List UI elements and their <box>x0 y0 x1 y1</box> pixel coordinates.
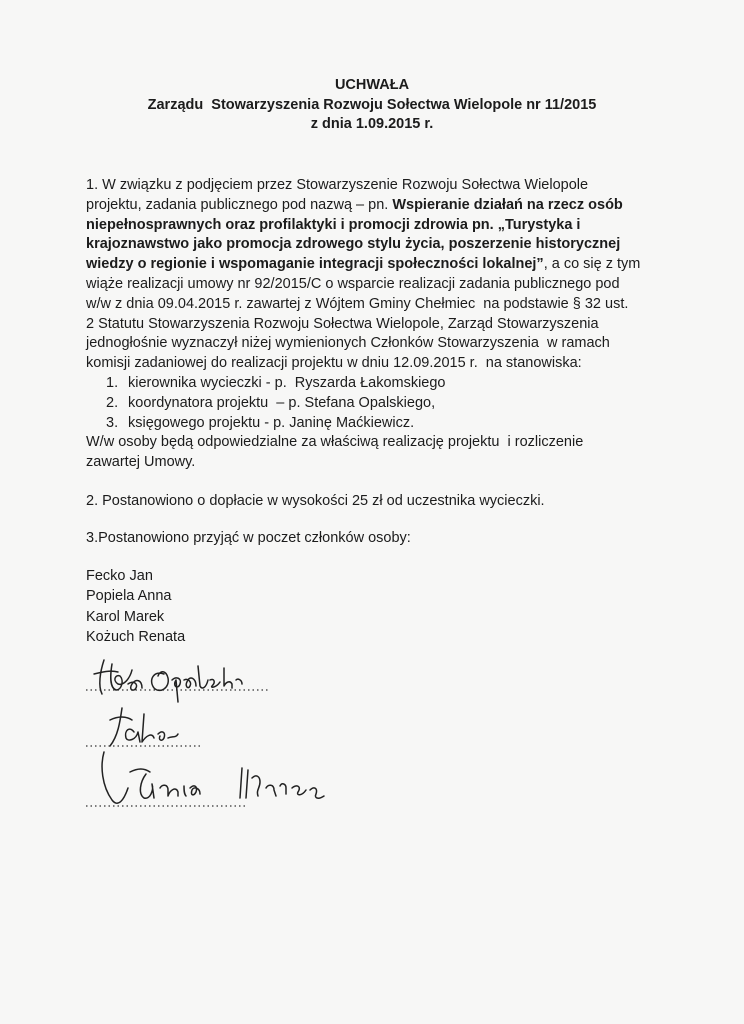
section-3: 3.Postanowiono przyjąć w poczet członków osoby: <box>86 529 411 546</box>
paragraph-line: 1. W związku z podjęciem przez Stowarzyszenie Rozwoju Sołectwa Wielopole <box>86 177 589 193</box>
members-list <box>86 566 686 648</box>
signature-1 <box>94 660 242 702</box>
section-1 <box>86 176 686 473</box>
plain-text: , a co się z tym <box>543 256 641 273</box>
paragraph-line <box>86 235 686 255</box>
signature-2 <box>110 708 178 746</box>
paragraph-line <box>86 196 686 216</box>
member-name: Kożuch Renata <box>86 629 186 646</box>
paragraph-line: zawartej Umowy. <box>86 454 196 471</box>
list-item <box>86 414 686 434</box>
list-number: 1. <box>106 374 119 391</box>
list-text: księgowego projektu - p. Janinę Maćkiewicz. <box>128 414 415 431</box>
paragraph-line: W/w osoby będą odpowiedzialne za właściwą realizację projektu i rozliczenie <box>86 434 584 451</box>
list-text: kierownika wycieczki - p. Ryszarda Łakomskiego <box>128 374 446 391</box>
list-number: 3. <box>106 414 119 431</box>
bold-text: Wspieranie działań na rzecz osób <box>392 196 623 213</box>
member-name: Karol Marek <box>86 608 165 625</box>
roles-list <box>86 374 686 433</box>
paragraph-line: w/w z dnia 09.04.2015 r. zawartej z Wójtem Gminy Chełmiec na podstawie § 32 ust. <box>86 295 629 312</box>
paragraph-line: 2 Statutu Stowarzyszenia Rozwoju Sołectwa Wielopole, Zarząd Stowarzyszenia <box>86 315 599 332</box>
member-name: Popiela Anna <box>86 588 172 605</box>
paragraph-line: komisji zadaniowej do realizacji projektu w dniu 12.09.2015 r. na stanowiska: <box>86 355 582 372</box>
document-header <box>0 76 744 135</box>
section-2: 2. Postanowiono o dopłacie w wysokości 25 zł od uczestnika wycieczki. <box>86 492 545 509</box>
signatures-drawing <box>80 650 350 820</box>
list-text: koordynatora projektu – p. Stefana Opalskiego, <box>128 394 436 411</box>
paragraph-line: jednogłośnie wyznaczył niżej wymienionych Członków Stowarzyszenia w ramach <box>86 335 610 352</box>
signature-3 <box>102 752 324 803</box>
paragraph-line <box>86 255 686 275</box>
paragraph-line: wiąże realizacji umowy nr 92/2015/C o wsparcie realizacji zadania publicznego pod <box>86 275 620 292</box>
document-subtitle: Zarządu Stowarzyszenia Rozwoju Sołectwa Wielopole nr 11/2015 <box>147 96 597 113</box>
plain-text: projektu, zadania publicznego pod nazwą – pn. <box>86 196 393 213</box>
member-name: Fecko Jan <box>86 567 153 584</box>
paragraph-line <box>86 216 686 236</box>
document-body <box>86 176 686 648</box>
bold-text: wiedzy o regionie i wspomaganie integracji społeczności lokalnej” <box>86 256 544 273</box>
document-date: z dnia 1.09.2015 r. <box>310 116 434 132</box>
bold-text: niepełnosprawnych oraz profilaktyki i promocji zdrowia pn. „Turystyka i <box>86 216 581 233</box>
list-number: 2. <box>106 394 119 411</box>
document-title: UCHWAŁA <box>334 77 410 93</box>
signatures-block <box>80 650 350 820</box>
list-item <box>86 394 686 414</box>
bold-text: krajoznawstwo jako promocja zdrowego stylu życia, poszerzenie historycznej <box>86 236 621 253</box>
list-item <box>86 374 686 394</box>
